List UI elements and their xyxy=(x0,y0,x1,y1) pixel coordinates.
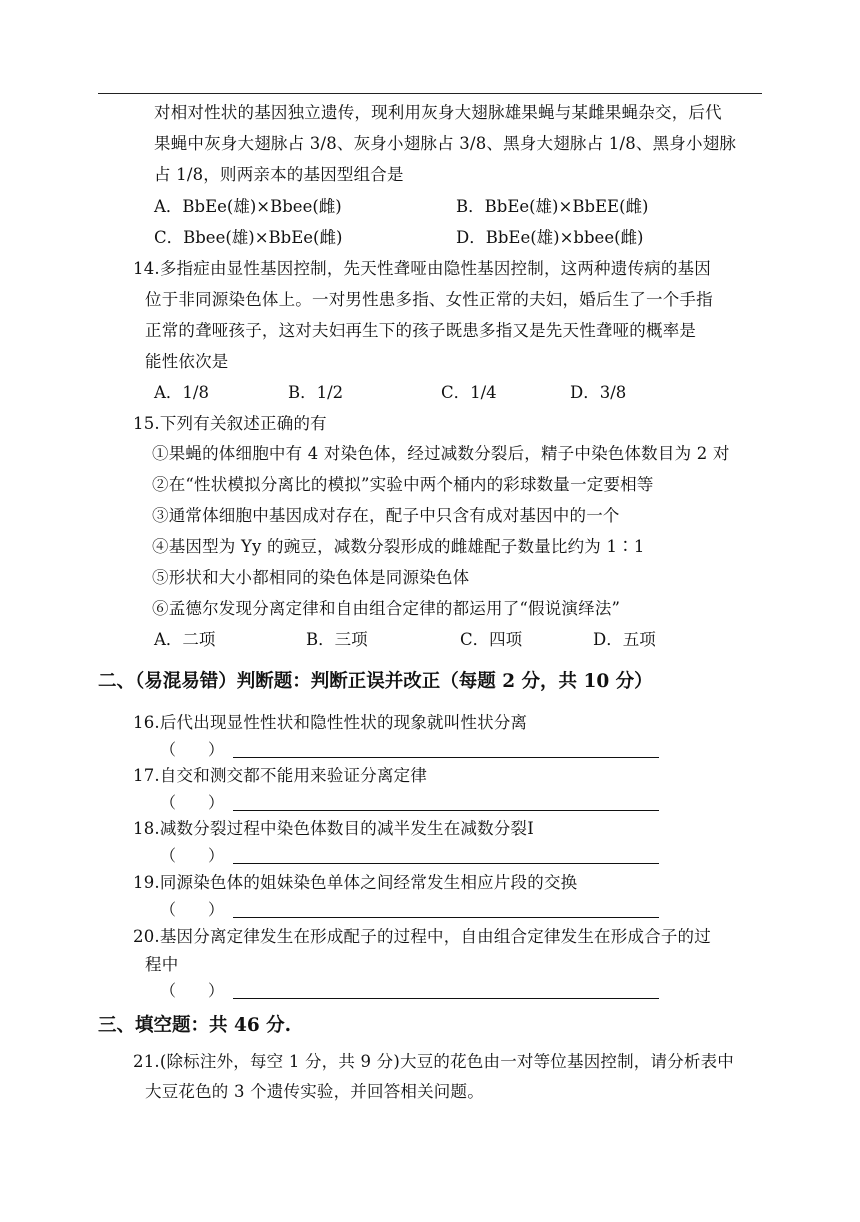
q16-answer-paren[interactable]: （ ） xyxy=(160,740,225,759)
q13-stem-line-2: 果蝇中灰身大翅脉占 3/8、灰身小翅脉占 3/8、黑身大翅脉占 1/8、黑身小翅脉 xyxy=(154,134,737,153)
q20-text: 20.基因分离定律发生在形成配子的过程中，自由组合定律发生在形成合子的过 xyxy=(133,927,711,946)
q14-stem-line-2: 位于非同源染色体上。一对男性患多指、女性正常的夫妇，婚后生了一个手指 xyxy=(145,290,713,309)
q14-stem-line-1: 14.多指症由显性基因控制，先天性聋哑由隐性基因控制，这两种遗传病的基因 xyxy=(133,259,711,278)
q15-item-1: ①果蝇的体细胞中有 4 对染色体，经过减数分裂后，精子中染色体数目为 2 对 xyxy=(152,444,730,463)
q20-text-cont: 程中 xyxy=(145,955,179,974)
q17-answer-paren[interactable]: （ ） xyxy=(160,793,225,812)
q17-correction-blank[interactable] xyxy=(233,810,659,811)
q14-stem-line-3: 正常的聋哑孩子，这对夫妇再生下的孩子既患多指又是先天性聋哑的概率是 xyxy=(145,321,697,340)
q19-correction-blank[interactable] xyxy=(233,917,659,918)
q13-stem-line-1: 对相对性状的基因独立遗传，现利用灰身大翅脉雄果蝇与某雌果蝇杂交，后代 xyxy=(154,103,722,122)
q13-option-b: B．BbEe(雄)×BbEE(雌) xyxy=(456,197,649,216)
q14-option-b: B．1/2 xyxy=(288,383,344,402)
q13-option-d: D．BbEe(雄)×bbee(雌) xyxy=(456,228,644,247)
q15-stem: 15.下列有关叙述正确的有 xyxy=(133,414,327,433)
section-3-title: 三、填空题：共 46 分. xyxy=(98,1015,292,1036)
q14-option-c: C．1/4 xyxy=(441,383,497,402)
q13-option-c: C．Bbee(雄)×BbEe(雌) xyxy=(154,228,343,247)
q20-answer-paren[interactable]: （ ） xyxy=(160,981,225,1000)
q13-stem-line-3: 占 1/8，则两亲本的基因型组合是 xyxy=(154,165,404,184)
q14-option-d: D．3/8 xyxy=(570,383,627,402)
q15-item-2: ②在“性状模拟分离比的模拟”实验中两个桶内的彩球数量一定要相等 xyxy=(152,475,654,494)
q18-correction-blank[interactable] xyxy=(233,863,659,864)
q15-item-6: ⑥孟德尔发现分离定律和自由组合定律的都运用了“假说演绎法” xyxy=(152,599,621,618)
q21-stem-line-2: 大豆花色的 3 个遗传实验，并回答相关问题。 xyxy=(145,1082,484,1101)
q17-text: 17.自交和测交都不能用来验证分离定律 xyxy=(133,766,428,785)
q19-answer-paren[interactable]: （ ） xyxy=(160,900,225,919)
q16-text: 16.后代出现显性性状和隐性性状的现象就叫性状分离 xyxy=(133,713,528,732)
q15-option-a: A．二项 xyxy=(154,630,216,649)
q15-item-3: ③通常体细胞中基因成对存在，配子中只含有成对基因中的一个 xyxy=(152,506,620,525)
q14-stem-line-4: 能性依次是 xyxy=(145,352,229,371)
q18-text: 18.减数分裂过程中染色体数目的减半发生在减数分裂Ⅰ xyxy=(133,819,534,838)
q14-option-a: A．1/8 xyxy=(154,383,209,402)
q15-option-c: C．四项 xyxy=(460,630,523,649)
q16-correction-blank[interactable] xyxy=(233,757,659,758)
section-2-title: 二、（易混易错）判断题：判断正误并改正（每题 2 分，共 10 分） xyxy=(98,671,653,692)
q18-answer-paren[interactable]: （ ） xyxy=(160,846,225,865)
q13-option-a: A．BbEe(雄)×Bbee(雌) xyxy=(154,197,342,216)
q15-option-b: B．三项 xyxy=(306,630,368,649)
q15-item-4: ④基因型为 Yy 的豌豆，减数分裂形成的雌雄配子数量比约为 1∶1 xyxy=(152,537,645,556)
q19-text: 19.同源染色体的姐妹染色单体之间经常发生相应片段的交换 xyxy=(133,873,578,892)
q15-option-d: D．五项 xyxy=(593,630,656,649)
q15-item-5: ⑤形状和大小都相同的染色体是同源染色体 xyxy=(152,568,470,587)
q20-correction-blank[interactable] xyxy=(233,998,659,999)
q21-stem-line-1: 21.(除标注外，每空 1 分，共 9 分)大豆的花色由一对等位基因控制，请分析表中 xyxy=(133,1052,734,1071)
header-rule xyxy=(98,93,762,94)
